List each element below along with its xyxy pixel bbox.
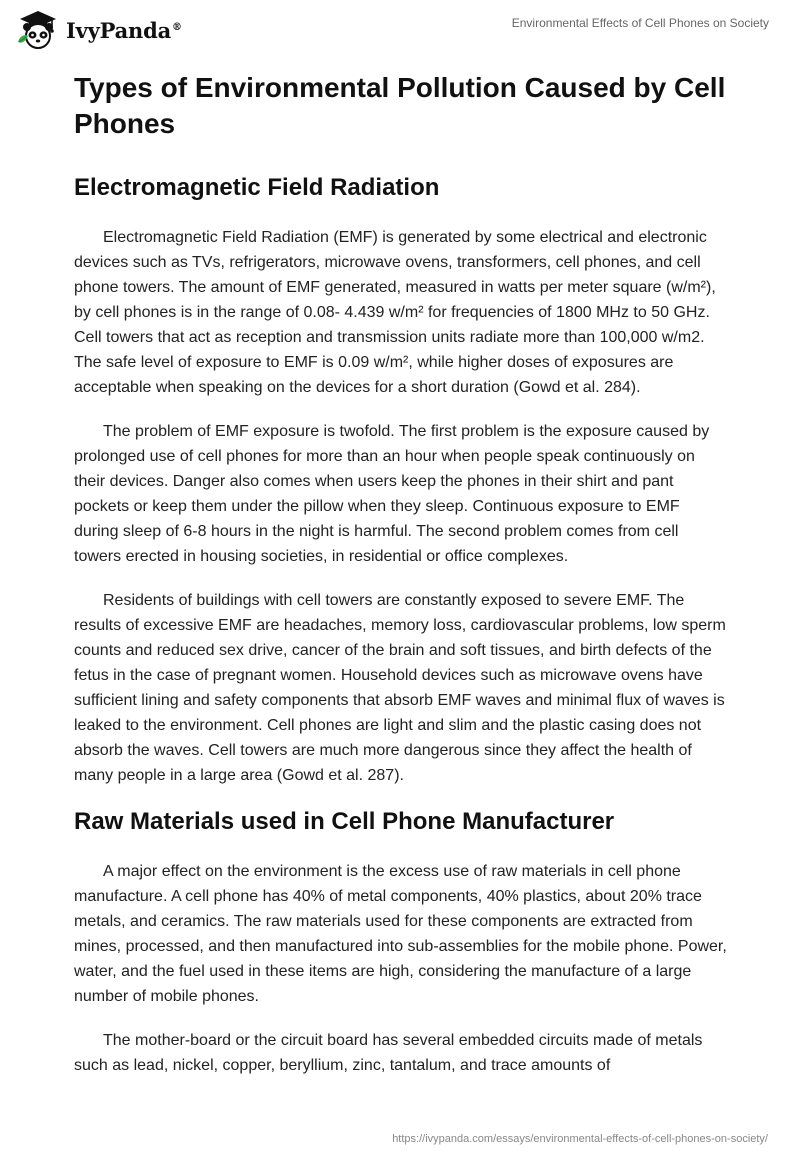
paragraph: Electromagnetic Field Radiation (EMF) is generated by some electrical and electronic devices such as TVs, refrigerators, microwave ovens, transformers, cell phones, and cell phone towers. The amount of EMF generated, measured in watts per meter square (w/m²), by cell phones is in the range of 0.08- 4.439 w/m² for frequencies of 1800 MHz to 50 GHz. Cell towers that act as reception and transmission units radiate more than 100,000 w/m2. The safe level of exposure to EMF is 0.09 w/m², while higher doses of exposures are acceptable when speaking on the devices for a short duration (Gowd et al. 284). xyxy=(74,229,716,396)
registered-mark: ® xyxy=(172,21,182,33)
paragraph: A major effect on the environment is the excess use of raw materials in cell phone manufacture. A cell phone has 40% of metal components, 40% plastics, about 20% trace metals, and ceramics. The raw materials used for these components are extracted from mines, processed, and then manufactured into sub-assemblies for the mobile phone. Power, water, and the fuel used in these items are high, considering the manufacture of a large number of mobile phones. xyxy=(74,863,727,1005)
section-heading-emf: Electromagnetic Field Radiation xyxy=(74,174,440,201)
header-document-title: Environmental Effects of Cell Phones on Society xyxy=(511,16,769,30)
article-body xyxy=(74,70,728,1078)
logo[interactable] xyxy=(16,8,182,52)
logo-name: IvyPanda xyxy=(66,17,172,43)
panda-logo-icon xyxy=(16,8,60,52)
article-title: Types of Environmental Pollution Caused by Cell Phones xyxy=(74,72,726,139)
footer-source-url[interactable]: https://ivypanda.com/essays/environmental-effects-of-cell-phones-on-society/ xyxy=(392,1133,768,1145)
page-header xyxy=(0,0,800,66)
paragraph: The mother-board or the circuit board has several embedded circuits made of metals such as lead, nickel, copper, beryllium, zinc, tantalum, and trace amounts of xyxy=(74,1032,703,1074)
paragraph: Residents of buildings with cell towers are constantly exposed to severe EMF. The results of excessive EMF are headaches, memory loss, cardiovascular problems, low sperm counts and reduced sex drive, cancer of the brain and soft tissues, and birth defects of the fetus in the case of pregnant women. Household devices such as microwave ovens have sufficient lining and safety components that absorb EMF waves and minimal flux of waves is leaked to the environment. Cell phones are light and slim and the plastic casing does not absorb the waves. Cell towers are much more dangerous since they affect the health of many people in a large area (Gowd et al. 287). xyxy=(74,592,726,784)
section-heading-raw-materials: Raw Materials used in Cell Phone Manufacturer xyxy=(74,808,615,835)
logo-text xyxy=(66,18,182,43)
paragraph: The problem of EMF exposure is twofold. The first problem is the exposure caused by prolonged use of cell phones for more than an hour when people speak continuously on their devices. Danger also comes when users keep the phones in their shirt and pant pockets or keep them under the pillow when they sleep. Continuous exposure to EMF during sleep of 6-8 hours in the night is harmful. The second problem comes from cell towers erected in housing societies, in residential or office complexes. xyxy=(74,423,710,565)
